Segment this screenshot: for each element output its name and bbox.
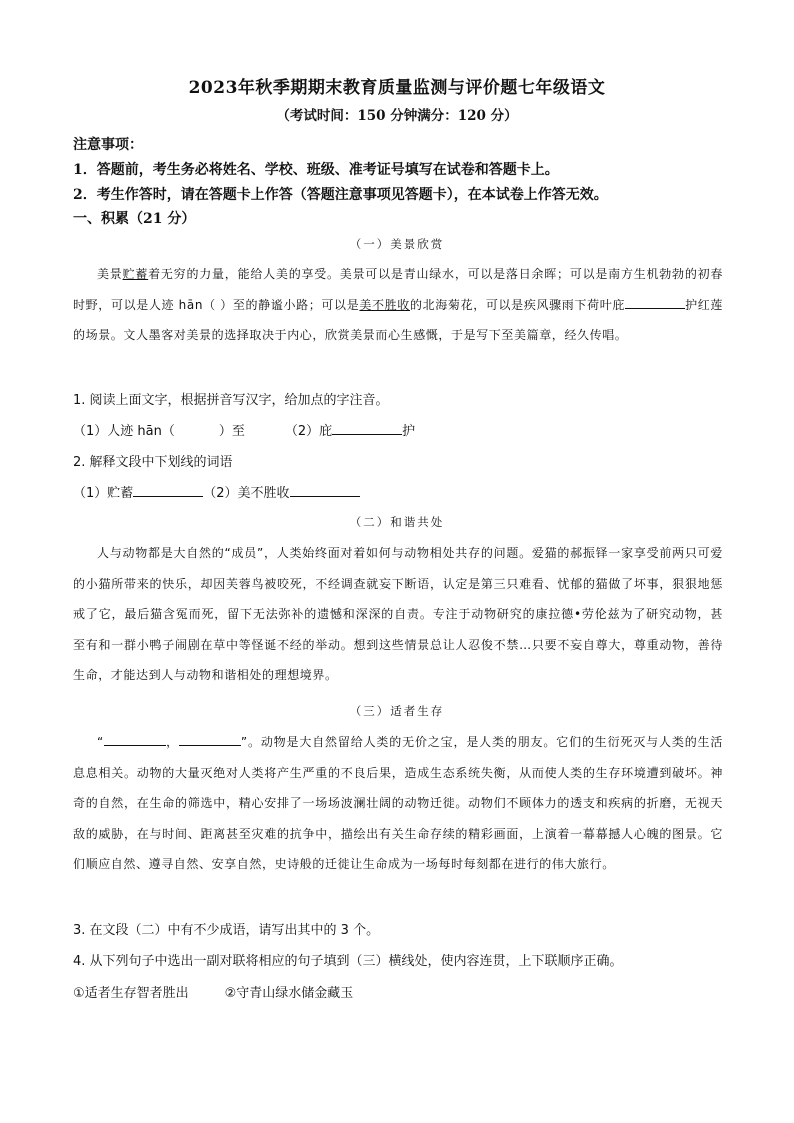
part1-heading: （一）美景欣赏 (349, 237, 445, 251)
couplet-blank-2[interactable] (179, 733, 241, 746)
section-heading: 一、积累（21 分） (73, 211, 196, 227)
notice-heading: 注意事项： (73, 137, 143, 153)
notice-item-1: 1．答题前，考生务必将姓名、学校、班级、准考证号填写在试卷和答题卡上。 (73, 162, 559, 178)
part2-paragraph: 人与动物都是大自然的“成员”，人类始终面对着如何与动物相处共存的问题。爱猫的郝振铎一家享受前两只可爱的小猫所带来的快乐，却因芙蓉鸟被咬死，不经调查就妄下断语，认定是第三只难看、忧郁的猫做了坏事，狠狠地惩戒了它，最后猫含冤而死，留下无法弥补的遗憾和深深的自责。专注于动物研究的康拉德•劳伦兹为了研究动物，甚至有和一群小鸭子闹剧在草中等怪诞不经的举动。想到这些情景总让人忍俊不禁…只要不妄自尊大，尊重动物，善待生命，才能达到人与动物和谐相处的理想境界。 (73, 546, 723, 682)
blank-line (625, 296, 685, 309)
answer-blank[interactable] (332, 422, 402, 435)
page-title: 2023年秋季期期末教育质量监测与评价题七年级语文 (188, 78, 606, 98)
option-1: ①适者生存智者胜出 (73, 986, 189, 1001)
part1-paragraph: 美景贮蓄着无穷的力量，能给人美的享受。美景可以是青山绿水，可以是落日余晖；可以是南方生机勃勃的初春时野，可以是人迹 hān（ ）至的静谧小路；可以是美不胜收的北海菊花，可以是疾风骤雨下荷叶庇 护红莲的场景。文人墨客对美景的选择取决于内心，欣赏美景而心生感慨，于是写下至美篇章，经久传唱。 (73, 267, 723, 342)
part2-heading: （二）和谐共处 (349, 515, 445, 529)
answer-blank[interactable] (133, 484, 203, 497)
question-2-items: （1）贮蓄 （2）美不胜收 (73, 482, 360, 501)
option-2: ②守青山绿水储金藏玉 (224, 986, 354, 1001)
part3-heading: （三）适者生存 (349, 704, 445, 718)
couplet-blank-1[interactable] (104, 733, 166, 746)
question-4: 4. 从下列句子中选出一副对联将相应的句子填到（三）横线处，使内容连贯，上下联顺序正确。 (73, 954, 623, 969)
underlined-word-zhuxu: 贮蓄 (122, 267, 149, 281)
question-3: 3. 在文段（二）中有不少成语，请写出其中的 3 个。 (73, 923, 380, 938)
question-2: 2. 解释文段中下划线的词语 (73, 455, 233, 470)
exam-time-info: （考试时间：150 分钟满分：120 分） (276, 108, 518, 124)
answer-blank[interactable] (290, 484, 360, 497)
question-1-items: （1）人迹 hān（ ）至 （2）庇 护 (73, 424, 416, 439)
underlined-word-meibushengshou: 美不胜收 (359, 297, 410, 312)
question-4-options (73, 982, 353, 1001)
question-1: 1. 阅读上面文字，根据拼音写汉字，给加点的字注音。 (73, 393, 389, 408)
notice-item-2: 2．考生作答时，请在答题卡上作答（答题注意事项见答题卡），在本试卷上作答无效。 (73, 187, 608, 203)
part3-paragraph: “ ， ”。动物是大自然留给人类的无价之宝，是人类的朋友。它们的生衍死灭与人类的生活息息相关。动物的大量灭绝对人类将产生严重的不良后果，造成生态系统失衡，从而使人类的生存环境遭到破坏。神奇的自然，在生命的筛选中，精心安排了一场场波澜壮阔的动物迁徙。动物们不顾体力的透支和疾病的折磨，无视天敌的威胁，在与时间、距离甚至灾难的抗争中，描绘出有关生命存续的精彩画面，上演着一幕幕撼人心魄的图景。它们顺应自然、遵寻自然、安享自然，史诗般的迁徙让生命成为一场每时每刻都在进行的伟大旅行。 (73, 735, 723, 871)
